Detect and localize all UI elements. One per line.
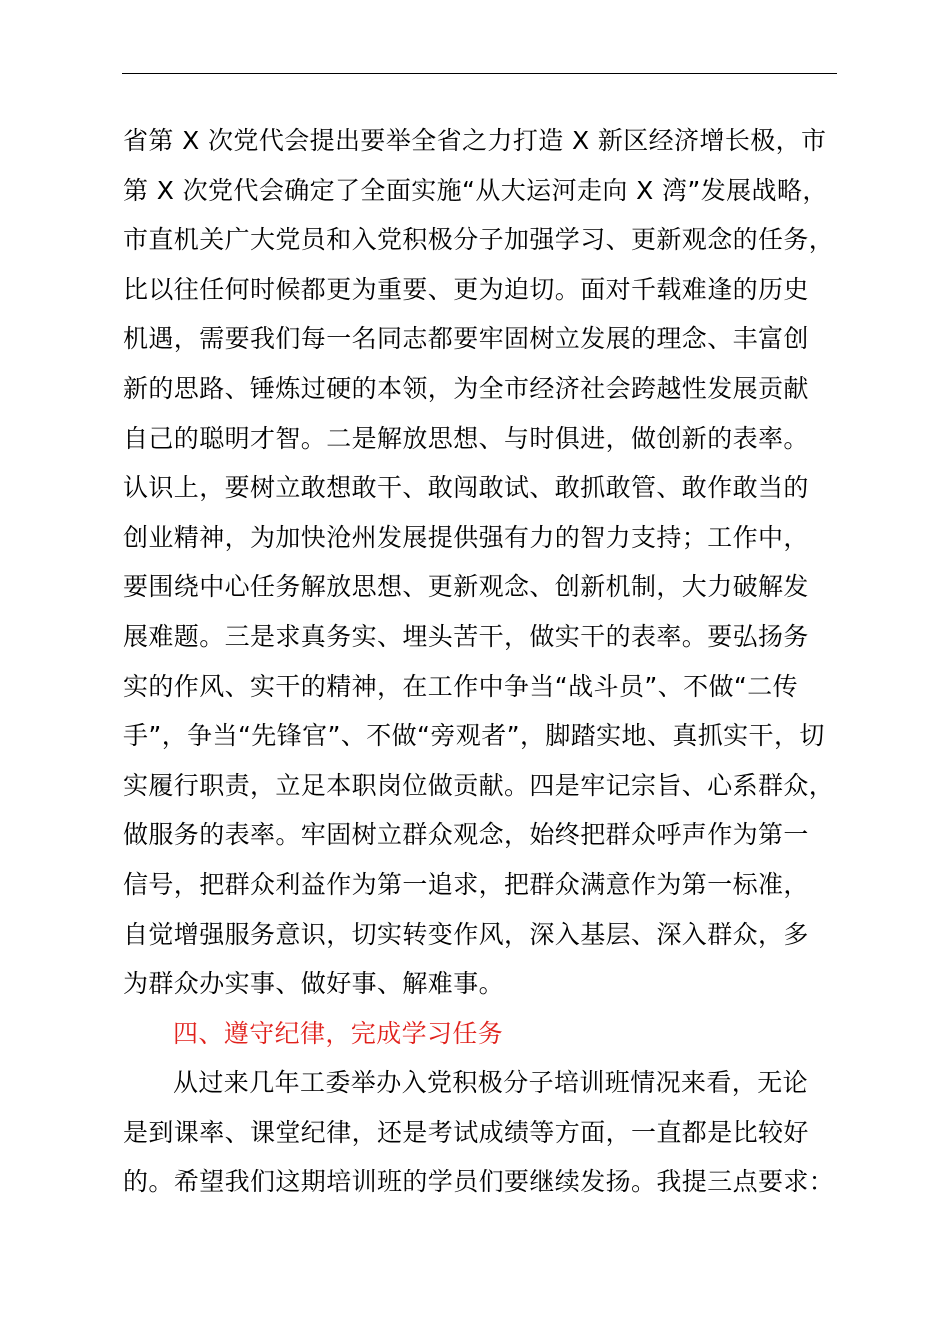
body-line: 创业精神，为加快沧州发展提供强有力的智力支持；工作中， xyxy=(123,522,809,552)
body-line: 实履行职责，立足本职岗位做贡献。四是牢记宗旨、心系群众， xyxy=(123,770,835,800)
body-line: 机遇，需要我们每一名同志都要牢固树立发展的理念、丰富创 xyxy=(123,324,809,354)
body-line: 第 X 次党代会确定了全面实施“从大运河走向 X 湾”发展战略， xyxy=(123,175,828,205)
body-line: 手”，争当“先锋官”、不做“旁观者”，脚踏实地、真抓实干，切 xyxy=(123,721,825,751)
body-line: 实的作风、实干的精神，在工作中争当“战斗员”、不做“二传 xyxy=(123,671,799,701)
paragraph-line: 从过来几年工委举办入党积极分子培训班情况来看，无论 xyxy=(173,1068,809,1098)
body-line: 为群众办实事、做好事、解难事。 xyxy=(123,969,505,999)
body-line: 要围绕中心任务解放思想、更新观念、创新机制，大力破解发 xyxy=(123,572,809,602)
body-line: 新的思路、锤炼过硬的本领，为全市经济社会跨越性发展贡献 xyxy=(123,373,809,403)
paragraph-line: 的。希望我们这期培训班的学员们要继续发扬。我提三点要求： xyxy=(123,1167,835,1197)
body-line: 市直机关广大党员和入党积极分子加强学习、更新观念的任务， xyxy=(123,225,835,255)
body-line: 信号，把群众利益作为第一追求，把群众满意作为第一标准， xyxy=(123,869,809,899)
paragraph-line: 是到课率、课堂纪律，还是考试成绩等方面，一直都是比较好 xyxy=(123,1117,809,1147)
document-body xyxy=(123,116,863,1207)
body-line: 自己的聪明才智。二是解放思想、与时俱进，做创新的表率。 xyxy=(123,423,809,453)
body-line: 认识上，要树立敢想敢干、敢闯敢试、敢抓敢管、敢作敢当的 xyxy=(123,473,809,503)
body-line: 比以往任何时候都更为重要、更为迫切。面对千载难逢的历史 xyxy=(123,274,809,304)
header-rule xyxy=(122,73,837,74)
body-line: 做服务的表率。牢固树立群众观念，始终把群众呼声作为第一 xyxy=(123,820,809,850)
section-heading: 四、遵守纪律，完成学习任务 xyxy=(173,1018,504,1048)
body-line: 省第 X 次党代会提出要举全省之力打造 X 新区经济增长极，市 xyxy=(123,126,827,155)
body-line: 展难题。三是求真务实、埋头苦干，做实干的表率。要弘扬务 xyxy=(123,621,809,651)
body-line: 自觉增强服务意识，切实转变作风，深入基层、深入群众，多 xyxy=(123,919,809,949)
